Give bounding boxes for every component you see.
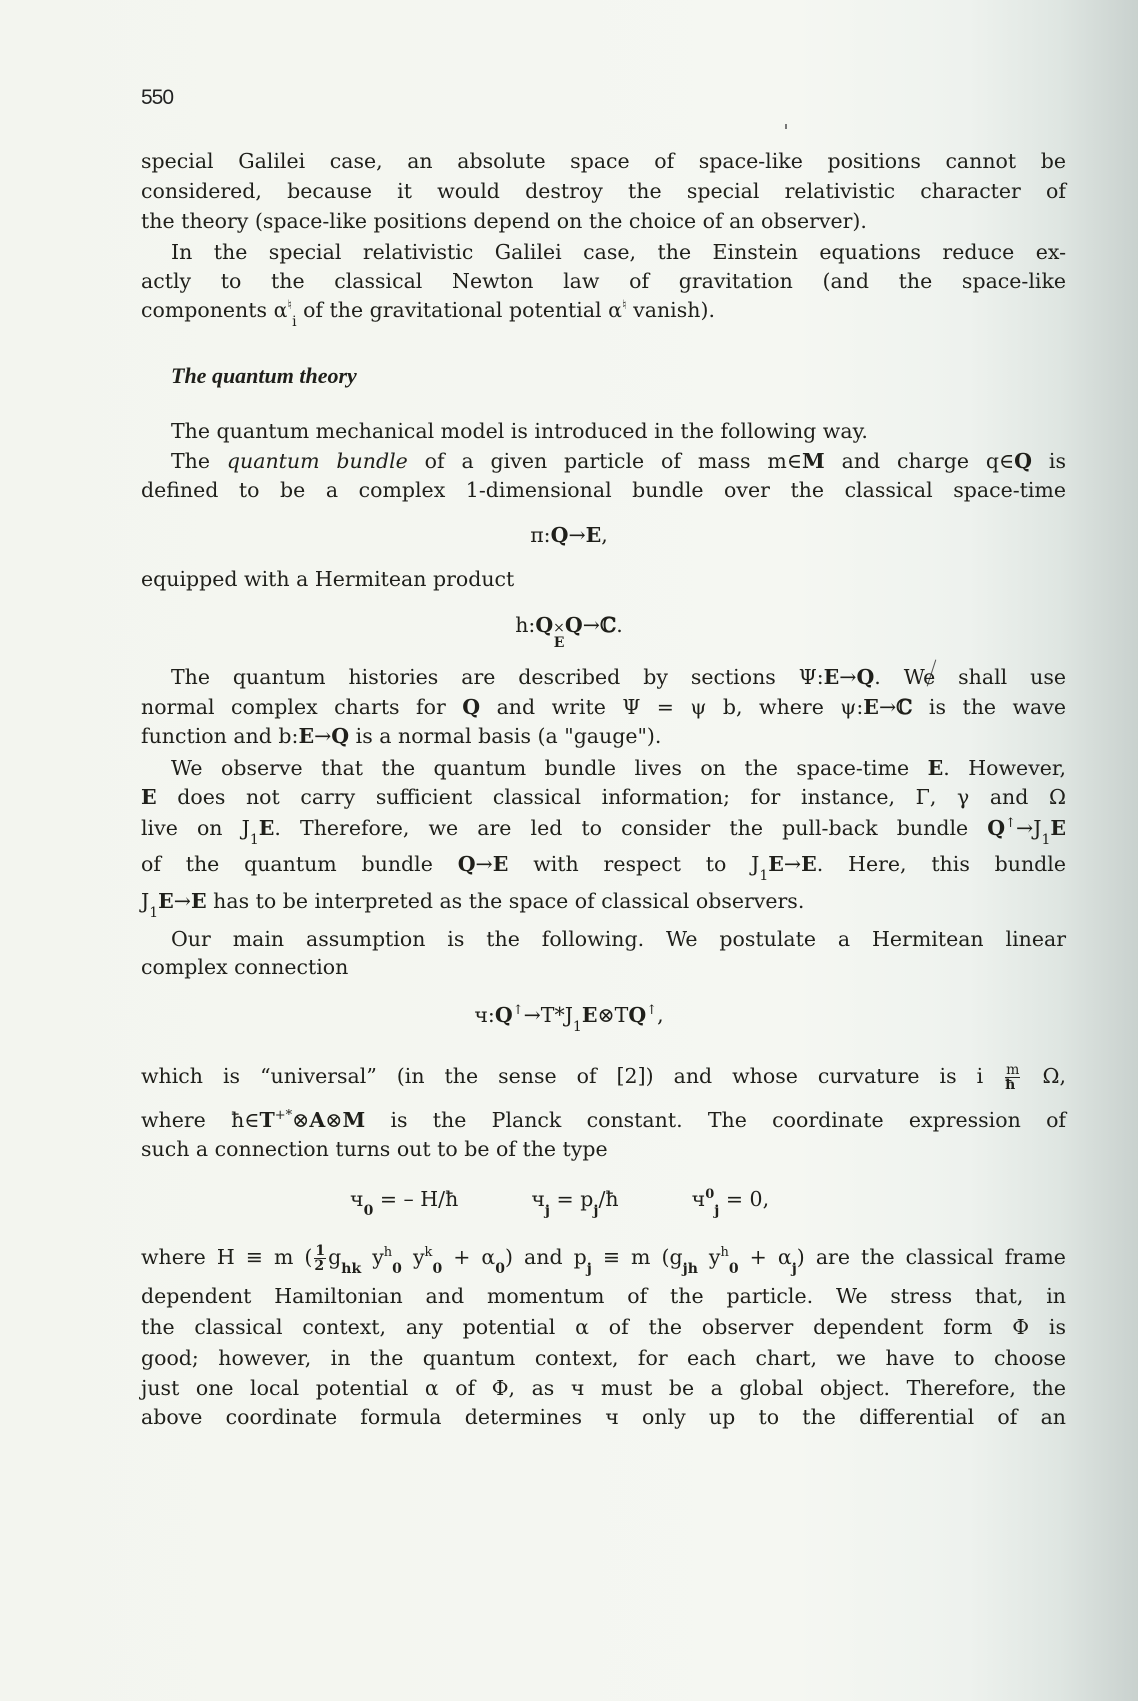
subscript: 0 [495,1261,506,1277]
math: + α [749,1245,792,1269]
math-E: E [585,523,602,547]
math: y [412,1245,425,1269]
subscript: hk [341,1261,362,1277]
math: h: [515,613,536,637]
subscript: i [292,314,297,330]
text-line: just one local potential α of Φ, as ч must be a global object. Therefore, the [141,1376,1066,1400]
text: The quantum histories are described by sections Ψ: [171,665,824,689]
text: The [171,449,211,473]
math-E: E [581,1003,598,1027]
text-line: considered, because it would destroy the special relativistic character of [141,179,1066,203]
math-E: E [768,852,784,876]
punct: . [616,613,623,637]
text-line [141,694,1066,720]
math: ⊗ [292,1108,310,1132]
text: ≡ m (g [602,1245,683,1269]
equation-coordinates [350,1186,810,1219]
subscript: 1 [759,868,769,884]
subscript: j [593,1203,599,1219]
math: /ħ [598,1187,619,1211]
superscript: 0 [705,1187,715,1202]
uparrow: ↑ [1005,816,1017,831]
arrow: → [475,852,493,876]
arrow: → [523,1003,541,1027]
text: function and b: [141,724,299,748]
text-line: complex connection [141,955,349,979]
text: . However, [943,756,1066,780]
math-E: E [158,889,174,913]
arrow: → [582,613,600,637]
equation-projection [0,522,1138,548]
fraction-m-over-hbar [1005,1063,1020,1092]
math-E: E [1050,816,1067,840]
math: = 0, [725,1187,770,1211]
math-C: ℂ [599,613,617,637]
math-E: E [492,852,509,876]
natural-symbol: ♮ [287,298,293,313]
math: T*J [540,1003,573,1027]
subscript: 1 [249,832,259,848]
math-Q: Q [987,816,1006,840]
math: π: [530,523,551,547]
uparrow: ↑ [512,1003,524,1018]
arrow: → [1016,816,1034,840]
equation-hermitean-product [0,612,1138,651]
text-line: Our main assumption is the following. We postulate a Hermitean linear [171,927,1066,951]
text: is the Planck constant. The coordinate expression of [390,1108,1066,1132]
math-J: J [141,889,150,913]
math-Q: Q [564,613,583,637]
text-line: In the special relativistic Galilei case, the Einstein equations reduce ex- [171,240,1066,264]
subscript: 0 [432,1261,443,1277]
arrow: → [314,724,332,748]
text-line [141,1063,1066,1092]
math: = p [556,1187,594,1211]
math-Q: Q [462,695,481,719]
text-line: good; however, in the quantum context, for each chart, we have to choose [141,1346,1066,1370]
punct: , [657,1003,664,1027]
superscript: k [424,1245,433,1260]
text: vanish). [633,298,715,322]
text-line: defined to be a complex 1-dimensional bundle over the classical space-time [141,478,1066,502]
math-M: M [342,1108,366,1132]
text: which is “universal” (in the sense of [2]) and whose curvature is i [141,1064,984,1088]
scan-speck [785,124,787,129]
math-E: E [190,889,207,913]
arrow: → [783,852,802,876]
text-line: special Galilei case, an absolute space of space-like positions cannot be [141,149,1066,173]
math-C: ℂ [896,695,913,719]
text: where H ≡ m ( [141,1245,313,1269]
subscript: 0 [363,1203,374,1219]
arrow: → [568,523,586,547]
math: g [328,1245,342,1269]
math-E: E [863,695,879,719]
text: is [1048,449,1066,473]
math-Q: Q [856,665,875,689]
text-line [141,815,1067,848]
numerator: 1 [315,1243,326,1259]
arrow: → [878,695,897,719]
text-line [171,448,1066,474]
math: ч: [474,1003,495,1027]
math: y [372,1245,384,1269]
text-line: such a connection turns out to be of the type [141,1137,608,1161]
math-E: E [141,785,157,809]
punct: , [601,523,608,547]
math-Q: Q [1014,449,1033,473]
math-E: E [823,665,840,689]
text: . Here, this bundle [816,852,1066,876]
text-line [141,784,1066,810]
text: normal complex charts for [141,695,446,719]
alpha-symbol: α [608,298,622,322]
text-line [141,1107,1066,1133]
subscript: 1 [149,905,159,921]
subscript: 1 [572,1019,582,1035]
page-number: 550 [141,86,174,109]
text: and charge q∈ [841,449,1015,473]
text-line [141,723,1066,749]
math-T: T [259,1108,275,1132]
math-E: E [298,724,315,748]
math-Q: Q [535,613,554,637]
times: × [553,620,565,636]
denominator: 2 [314,1258,325,1274]
text: with respect to J [533,852,760,876]
text-line [141,851,1066,884]
text-line: dependent Hamiltonian and momentum of the particle. We stress that, in [141,1284,1066,1308]
text: . Therefore, we are led to consider the pull-back bundle [274,816,969,840]
fibered-product [553,612,565,651]
text-line: actly to the classical Newton law of gravitation (and the space-like [141,269,1066,293]
math: ч [350,1187,364,1211]
superscript: h [383,1245,393,1260]
arrow: → [173,889,191,913]
math-E: E [801,852,817,876]
math: ч [531,1187,545,1211]
text: components [141,298,268,322]
math: = – H/ħ [379,1187,459,1211]
subscript: 1 [1041,832,1051,848]
text: is the wave [928,695,1066,719]
subscript: j [544,1203,550,1219]
text: live on J [141,816,250,840]
natural-symbol: ♮ [621,298,627,313]
text-line [171,755,1066,781]
math-E: E [553,635,565,651]
math-Q: Q [550,523,569,547]
math-Q: Q [628,1003,647,1027]
subscript: jh [682,1261,698,1277]
text-line: equipped with a Hermitean product [141,567,515,591]
uparrow: ↑ [646,1003,658,1018]
text: Ω, [1042,1064,1066,1088]
superscript: +* [274,1108,293,1123]
math: y [708,1245,721,1269]
text-line [171,664,1066,690]
fraction-half [314,1244,326,1273]
text: and write Ψ = ψ b, where ψ: [496,695,864,719]
math-Q: Q [494,1003,513,1027]
text-line: above coordinate formula determines ч only up to the differential of an [141,1405,1066,1429]
math-Q: Q [457,852,476,876]
text-line [141,297,1066,330]
alpha-symbol: α [273,298,288,322]
subscript: j [791,1261,797,1277]
superscript: h [720,1245,729,1260]
equation-connection [0,1002,1138,1035]
text: does not carry sufficient classical information; for instance, Γ, γ and Ω [177,785,1066,809]
text-line: the classical context, any potential α of the observer dependent form Φ is [141,1315,1066,1339]
denominator: ħ [1005,1077,1016,1093]
subscript: 0 [728,1261,739,1277]
emphasis: quantum bundle [226,449,408,473]
text: ) are the classical frame [796,1245,1066,1269]
text-line [141,1243,1066,1277]
text-line: The quantum mechanical model is introduced in the following way. [171,419,868,443]
subscript: j [714,1203,720,1219]
text: is a normal basis (a "gauge"). [355,724,662,748]
math: + α [453,1245,496,1269]
text: ) and p [505,1245,587,1269]
subscript: 0 [392,1261,402,1277]
text: . We shall use [874,665,1066,689]
arrow: → [839,665,857,689]
text: of a given particle of mass m∈ [424,449,803,473]
text-line: the theory (space-like positions depend on the choice of an observer). [141,209,867,233]
math-E: E [258,816,275,840]
section-heading: The quantum theory [171,363,357,388]
text-line [141,888,1066,921]
text: where ħ∈ [141,1108,260,1132]
text: of the gravitational potential [303,298,602,322]
text: has to be interpreted as the space of classical observers. [213,889,805,913]
numerator: m [1006,1062,1020,1078]
math: ч [691,1187,706,1211]
subscript: j [586,1261,592,1277]
math: ⊗ [325,1108,343,1132]
math-Q: Q [331,724,350,748]
text: of the quantum bundle [141,852,433,876]
math-M: M [802,449,825,473]
math-A: A [309,1108,326,1132]
math: ⊗T [597,1003,629,1027]
math-E: E [927,756,944,780]
text: We observe that the quantum bundle lives on the space-time [171,756,910,780]
math-J: J [1033,816,1042,840]
